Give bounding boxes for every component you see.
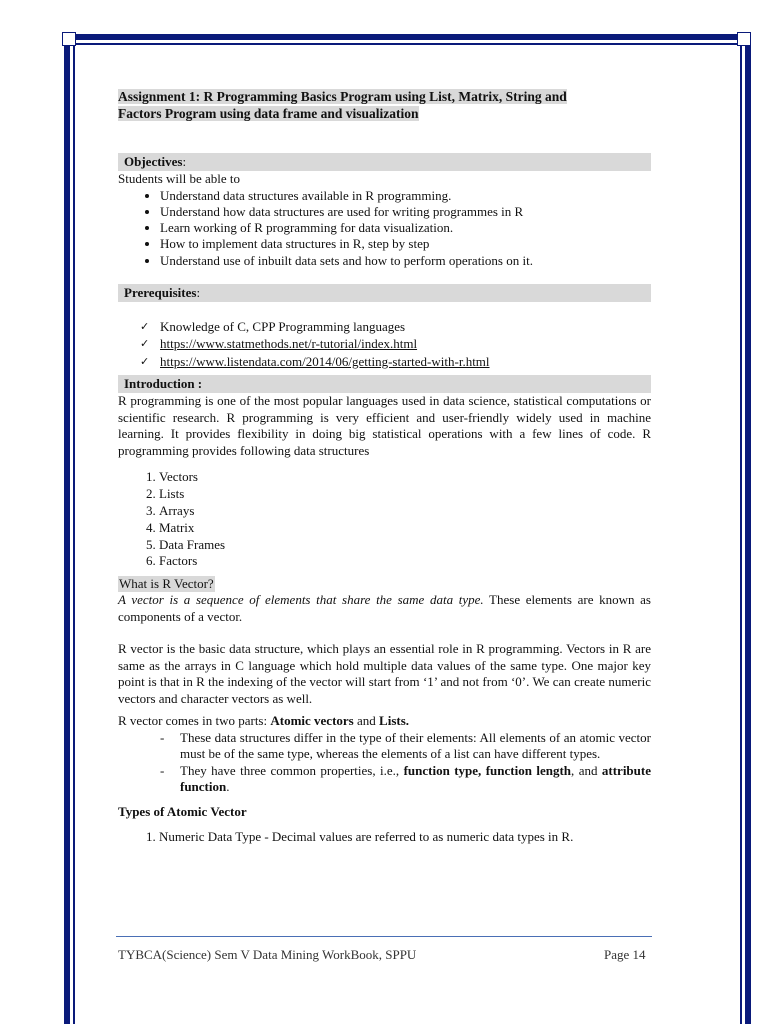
prerequisites-list [118,318,651,371]
objectives-heading: Objectives: [118,153,651,171]
vector-definition-italic: A vector is a sequence of elements that share the same data type. [118,592,484,608]
list-item: 3. Arrays [159,503,651,520]
page-border-right-inner [740,43,742,1024]
page-number: Page 14 [604,947,646,962]
title-line-1: Assignment 1: R Programming Basics Program using List, Matrix, String and [118,89,567,104]
list-item: 1. Numeric Data Type - Decimal values are referred to as numeric data types in R. [159,829,651,846]
footer-workbook: TYBCA(Science) Sem V Data Mining WorkBook, SPPU [118,947,417,962]
border-corner-top-right [737,32,751,46]
list-item: • How to implement data structures in R, step by step [160,236,651,252]
page-border-top-inner [64,43,751,45]
page-border-left-inner [73,43,75,1024]
vector-parts-and: and [353,713,380,729]
dash2-end: . [226,779,230,795]
objectives-heading-text: Objectives [124,154,183,169]
dash2-mid: , and [571,762,602,778]
list-item: 6. Factors [159,553,651,570]
list-item: 5. Data Frames [159,537,651,554]
list-item: ✓ Knowledge of C, CPP Programming languages [160,318,651,336]
types-heading: Types of Atomic Vector [118,803,247,819]
dash2-bold-2: attribute function [180,762,651,795]
list-item: • Understand how data structures are used for writing programmes in R [160,204,651,220]
vector-parts-lists: Lists. [379,713,410,729]
list-item: - These data structures differ in the type of their elements: All elements of an atomic vector must be of the same type, whereas the elements of a list can have different types. [180,730,651,763]
list-item: • Learn working of R programming for data visualization. [160,220,651,236]
types-list [118,829,651,846]
vector-heading: What is R Vector? [119,576,214,592]
statmethods-link[interactable]: https://www.statmethods.net/r-tutorial/index.html [160,336,418,352]
listendata-link[interactable]: https://www.listendata.com/2014/06/getting-started-with-r.html [160,353,490,369]
vector-parts-atomic: Atomic vectors [270,713,354,729]
vector-properties-list [118,730,651,796]
title-line-2: Factors Program using data frame and visualization [118,106,419,121]
prerequisites-heading-text: Prerequisites [124,284,197,300]
list-item [160,335,651,353]
vector-basic-paragraph: R vector is the basic data structure, which plays an essential role in R programming. Vectors in R are same as the arrays in C language which hold multiple data values of the same type. One major key point is that in R the indexing of the vector will start from ‘1’ and not from ‘0’. We can create numeric vectors and character vectors as well. [118,641,651,706]
vector-definition [118,592,651,625]
vector-parts [118,713,651,730]
list-item: 2. Lists [159,486,651,503]
list-item [160,353,651,371]
list-item [180,763,651,796]
prerequisites-heading: Prerequisites: [118,284,651,302]
list-item: 4. Matrix [159,520,651,537]
objectives-intro: Students will be able to [118,171,241,186]
document-body [118,88,651,846]
page-border-left [64,34,70,1024]
vector-parts-prefix: R vector comes in two parts: [118,713,271,729]
objectives-list [118,188,651,269]
introduction-paragraph: R programming is one of the most popular languages used in data science, statistical computations or scientific research. R programming is very efficient and user-friendly widely used in machine learning. It provides flexibility in doing big statistical operations with a few lines of code. R programming provides following data structures [118,393,651,458]
list-item: • Understand data structures available in R programming. [160,188,651,204]
assignment-title [118,88,651,122]
border-corner-top-left [62,32,76,46]
page-border-right [745,34,751,1024]
data-structures-list [118,469,651,570]
dash2-prefix: They have three common properties, i.e., [180,762,404,778]
list-item: • Understand use of inbuilt data sets and how to perform operations on it. [160,253,651,269]
footer-divider [116,936,652,937]
dash2-bold-1: function type, function length [403,762,572,778]
vector-definition-rest: These elements are known as components of a vector. [118,592,651,624]
page-border-top [64,34,751,40]
list-item: 1. Vectors [159,469,651,486]
introduction-heading: Introduction : [118,375,651,393]
